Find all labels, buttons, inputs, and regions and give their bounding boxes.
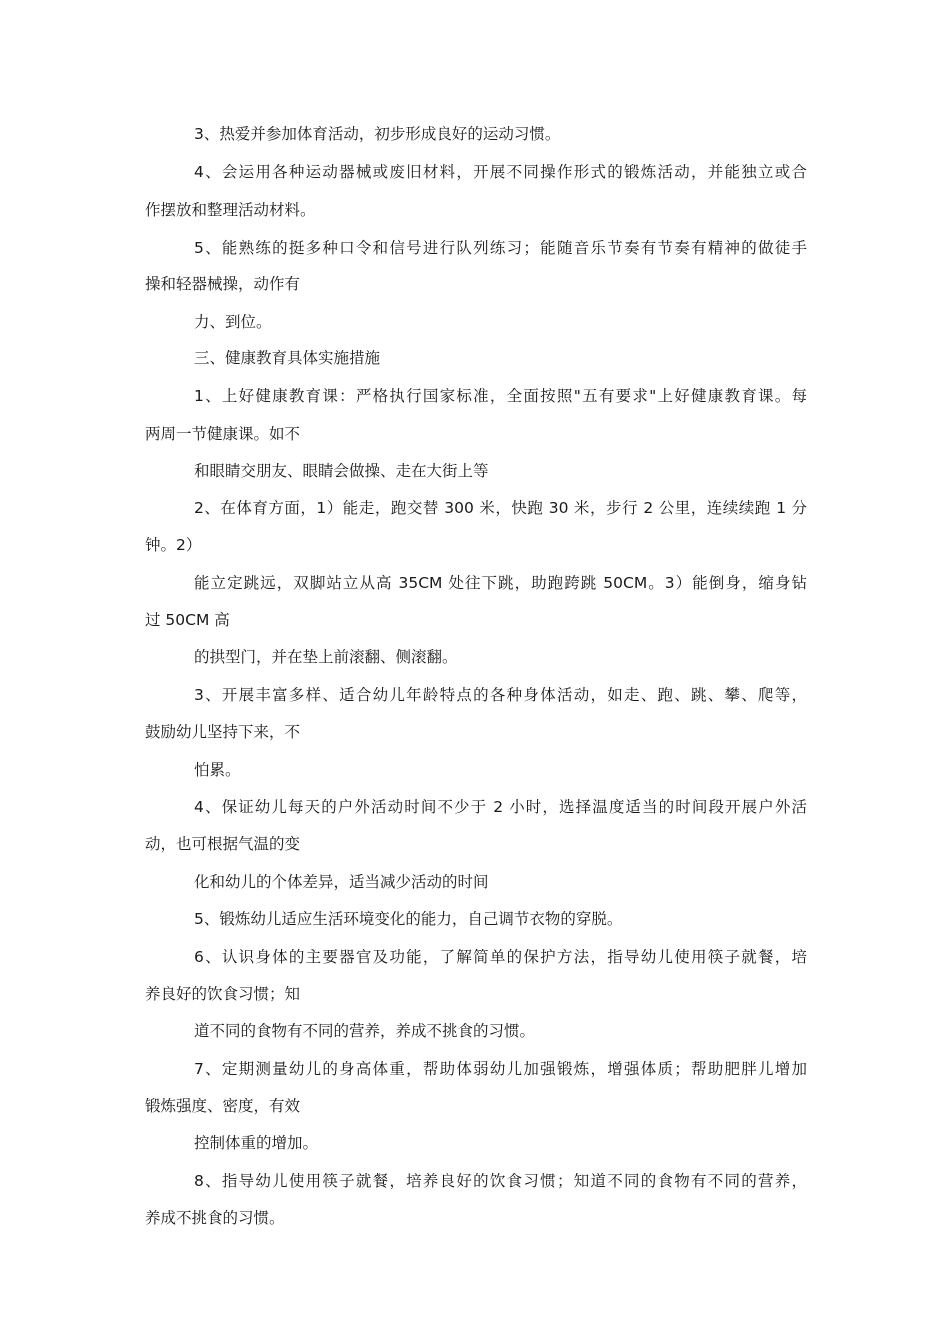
text-line: 钟。2） (145, 536, 202, 554)
text-line: 操和轻器械操，动作有 (145, 275, 301, 293)
section-heading: 三、健康教育具体实施措施 (194, 349, 381, 367)
text-line: 养成不挑食的习惯。 (145, 1209, 285, 1227)
text-line: 作摆放和整理活动材料。 (145, 201, 316, 219)
text-line: 道不同的食物有不同的营养，养成不挑食的习惯。 (194, 1022, 536, 1040)
text-line: 3、开展丰富多样、适合幼儿年龄特点的各种身体活动，如走、跑、跳、攀、爬等， (194, 686, 807, 704)
text-line: 1、上好健康教育课：严格执行国家标准，全面按照"五有要求"上好健康教育课。每 (194, 387, 807, 405)
text-line: 化和幼儿的个体差异，适当减少活动的时间 (194, 873, 489, 891)
text-line: 力、到位。 (194, 313, 272, 331)
text-line: 怕累。 (194, 761, 241, 779)
text-line: 5、能熟练的挺多种口令和信号进行队列练习；能随音乐节奏有节奏有精神的做徒手 (194, 239, 807, 257)
text-line: 4、会运用各种运动器械或废旧材料，开展不同操作形式的锻炼活动，并能独立或合 (194, 163, 807, 181)
text-line: 6、认识身体的主要器官及功能，了解简单的保护方法，指导幼儿使用筷子就餐，培 (194, 948, 807, 966)
text-line: 控制体重的增加。 (194, 1134, 319, 1152)
text-line: 养良好的饮食习惯；知 (145, 985, 301, 1003)
text-line: 动，也可根据气温的变 (145, 835, 301, 853)
text-line: 两周一节健康课。如不 (145, 425, 301, 443)
text-line: 2、在体育方面，1）能走，跑交替 300 米，快跑 30 米，步行 2 公里，连续续跑 1 分 (194, 499, 807, 517)
text-line: 能立定跳远，双脚站立从高 35CM 处往下跳，助跑跨跳 50CM。3）能倒身，缩身钻 (194, 574, 807, 592)
text-line: 4、保证幼儿每天的户外活动时间不少于 2 小时，选择温度适当的时间段开展户外活 (194, 798, 807, 816)
text-line: 5、锻炼幼儿适应生活环境变化的能力，自己调节衣物的穿脱。 (194, 910, 623, 928)
text-line: 8、指导幼儿使用筷子就餐，培养良好的饮食习惯；知道不同的食物有不同的营养， (194, 1172, 807, 1190)
text-line: 和眼睛交朋友、眼睛会做操、走在大街上等 (194, 462, 489, 480)
text-line: 过 50CM 高 (145, 611, 230, 629)
text-line: 的拱型门，并在垫上前滚翻、侧滚翻。 (194, 648, 458, 666)
text-line: 7、定期测量幼儿的身高体重，帮助体弱幼儿加强锻炼，增强体质；帮助肥胖儿增加 (194, 1060, 807, 1078)
text-line: 鼓励幼儿坚持下来，不 (145, 723, 301, 741)
text-line: 3、热爱并参加体育活动，初步形成良好的运动习惯。 (194, 125, 561, 143)
text-line: 锻炼强度、密度，有效 (145, 1097, 301, 1115)
